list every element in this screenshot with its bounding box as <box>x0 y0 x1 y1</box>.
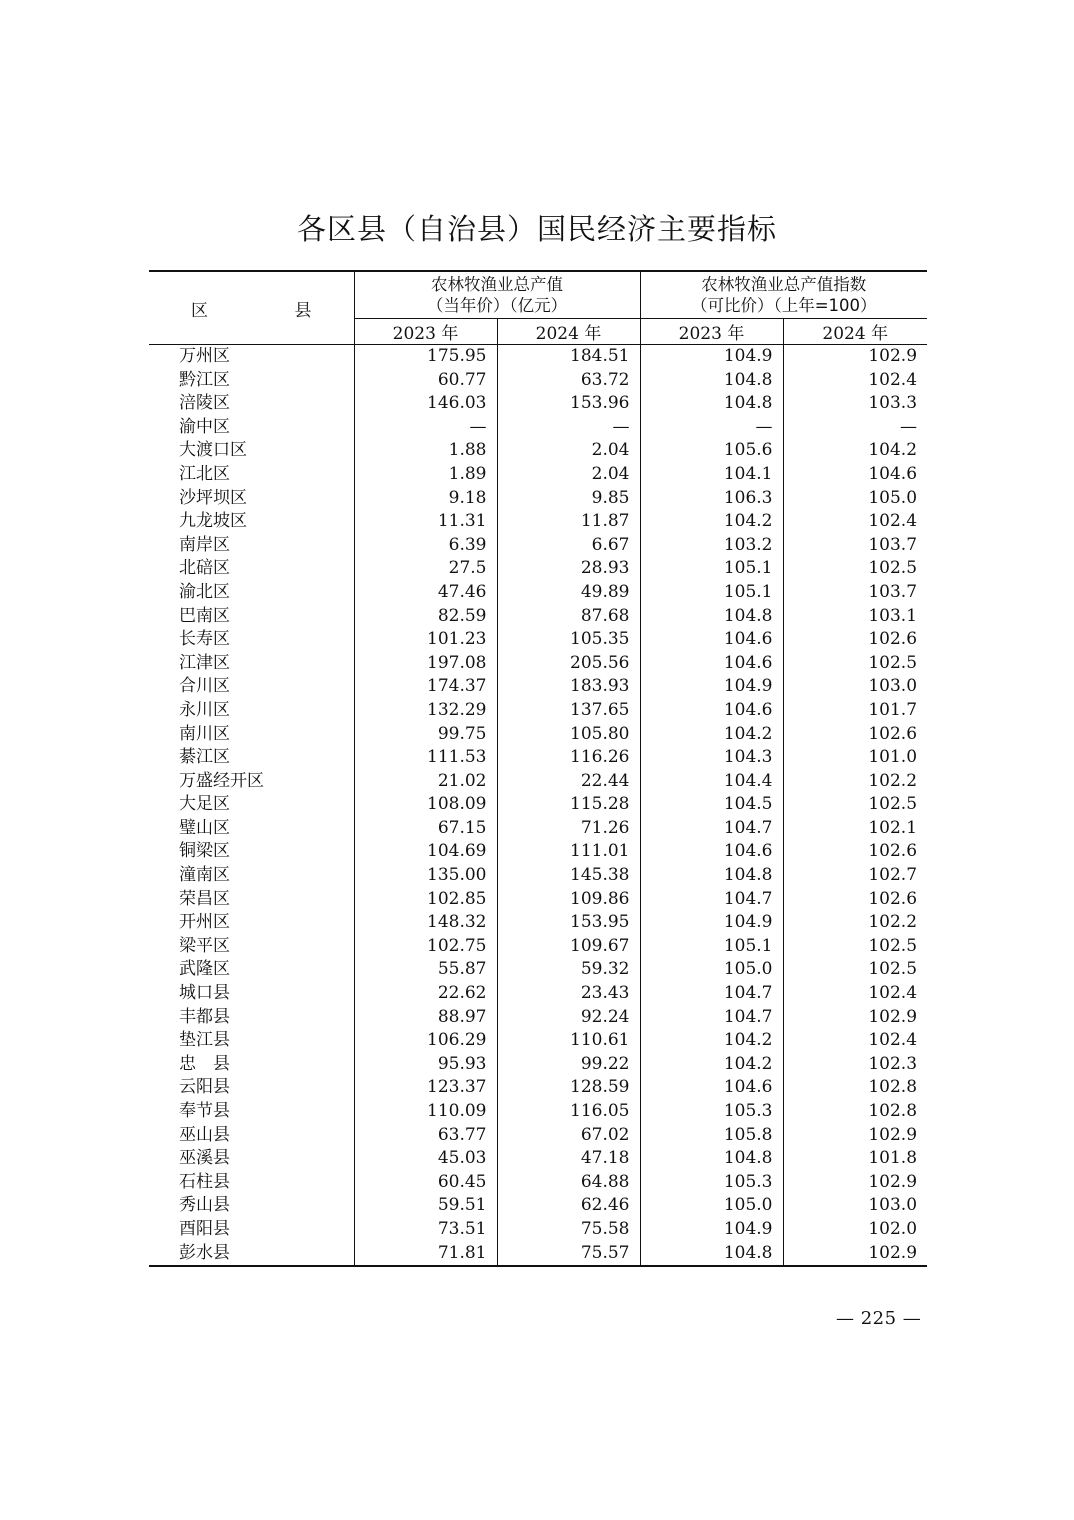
output-value-2023: 148.32 <box>354 911 497 935</box>
output-value-2024: 87.68 <box>497 605 640 629</box>
output-value-2023: 71.81 <box>354 1242 497 1267</box>
output-value-2023: 102.75 <box>354 935 497 959</box>
table-row <box>149 1006 927 1030</box>
table-row <box>149 982 927 1006</box>
output-index-header <box>640 271 927 319</box>
output-value-2024: 145.38 <box>497 864 640 888</box>
table-row <box>149 1194 927 1218</box>
year-header-value-2023: 2023 年 <box>354 319 497 345</box>
output-index-2023: 105.1 <box>640 581 783 605</box>
output-index-2024: — <box>900 416 918 437</box>
table-row <box>149 699 927 723</box>
region-name: 荣昌区 <box>149 888 354 912</box>
table-row <box>149 793 927 817</box>
output-value-2023: 63.77 <box>354 1124 497 1148</box>
output-index-header-line2: （可比价）（上年=100） <box>690 296 877 315</box>
output-index-2023: 104.8 <box>640 1242 783 1267</box>
output-index-2024: 102.6 <box>868 841 918 862</box>
output-index-2024: 105.0 <box>868 487 918 508</box>
output-value-2023: 1.89 <box>354 463 497 487</box>
output-index-2023: 105.0 <box>640 1194 783 1218</box>
output-index-2024: 102.4 <box>868 1030 918 1051</box>
output-value-2024: 9.85 <box>497 487 640 511</box>
table-row <box>149 840 927 864</box>
output-value-2024: 205.56 <box>497 652 640 676</box>
output-value-2024: 137.65 <box>497 699 640 723</box>
output-index-2023: 104.7 <box>640 982 783 1006</box>
output-value-header-line1: 农林牧渔业总产值 <box>431 275 563 294</box>
table-row <box>149 746 927 770</box>
output-value-2023: 45.03 <box>354 1147 497 1171</box>
region-name: 铜梁区 <box>149 840 354 864</box>
table-row <box>149 510 927 534</box>
output-value-2024: 109.67 <box>497 935 640 959</box>
output-index-2023: 104.7 <box>640 1006 783 1030</box>
table-row <box>149 557 927 581</box>
output-index-2024: 103.7 <box>868 534 918 555</box>
output-value-2024: 71.26 <box>497 817 640 841</box>
output-index-2023: 104.2 <box>640 1029 783 1053</box>
output-index-2024: 102.9 <box>868 1171 918 1192</box>
output-index-2024: 102.5 <box>868 935 918 956</box>
table-header <box>149 271 927 345</box>
region-name: 万盛经开区 <box>149 770 354 794</box>
page-number: — 225 — <box>836 1308 922 1329</box>
output-index-2024: 101.0 <box>868 747 918 768</box>
output-value-2023: 1.88 <box>354 439 497 463</box>
region-name: 秀山县 <box>149 1194 354 1218</box>
output-value-2023: 82.59 <box>354 605 497 629</box>
indicator-table <box>149 270 927 1267</box>
region-header-char-2: 县 <box>294 300 312 321</box>
region-name: 合川区 <box>149 675 354 699</box>
output-index-2024: 102.5 <box>868 652 918 673</box>
output-value-2024: 59.32 <box>497 958 640 982</box>
table-row <box>149 911 927 935</box>
output-index-2024: 102.5 <box>868 558 918 579</box>
output-index-2024: 102.4 <box>868 983 918 1004</box>
output-value-2024: 116.05 <box>497 1100 640 1124</box>
output-index-header-line1: 农林牧渔业总产值指数 <box>701 275 867 294</box>
output-value-2023: 197.08 <box>354 652 497 676</box>
table-row <box>149 1029 927 1053</box>
region-name: 九龙坡区 <box>149 510 354 534</box>
table-row <box>149 864 927 888</box>
table-row <box>149 1124 927 1148</box>
region-name: 綦江区 <box>149 746 354 770</box>
output-value-2023: 11.31 <box>354 510 497 534</box>
output-value-2023: 21.02 <box>354 770 497 794</box>
output-value-2024: 109.86 <box>497 888 640 912</box>
output-value-2023: 6.39 <box>354 534 497 558</box>
region-name: 城口县 <box>149 982 354 1006</box>
output-value-2024: 63.72 <box>497 369 640 393</box>
output-value-2024: 128.59 <box>497 1076 640 1100</box>
table-row <box>149 817 927 841</box>
table-row <box>149 888 927 912</box>
output-index-2023: 103.2 <box>640 534 783 558</box>
output-value-2024: 75.58 <box>497 1218 640 1242</box>
output-index-2023: 104.6 <box>640 652 783 676</box>
output-value-2024: 153.96 <box>497 392 640 416</box>
table-row <box>149 652 927 676</box>
table-row <box>149 463 927 487</box>
region-name: 大渡口区 <box>149 439 354 463</box>
region-name: 忠 县 <box>149 1053 354 1077</box>
output-index-2024: 102.9 <box>868 1124 918 1145</box>
table-row <box>149 1171 927 1195</box>
region-name: 大足区 <box>149 793 354 817</box>
output-value-2023: 60.77 <box>354 369 497 393</box>
output-value-2024: 28.93 <box>497 557 640 581</box>
output-index-2024: 103.0 <box>868 1195 918 1216</box>
table-row <box>149 675 927 699</box>
region-name: 巴南区 <box>149 605 354 629</box>
output-index-2023: 104.6 <box>640 840 783 864</box>
output-value-2023: 60.45 <box>354 1171 497 1195</box>
output-value-2024: 67.02 <box>497 1124 640 1148</box>
table-row <box>149 345 927 369</box>
region-name: 开州区 <box>149 911 354 935</box>
region-name: 酉阳县 <box>149 1218 354 1242</box>
region-name: 璧山区 <box>149 817 354 841</box>
output-value-2024: 153.95 <box>497 911 640 935</box>
output-value-2024: 22.44 <box>497 770 640 794</box>
table-row <box>149 723 927 747</box>
output-index-2024: 102.6 <box>868 888 918 909</box>
page-title: 各区县（自治县）国民经济主要指标 <box>296 212 777 246</box>
region-name: 涪陵区 <box>149 392 354 416</box>
output-index-2023: 104.9 <box>640 1218 783 1242</box>
region-name: 巫山县 <box>149 1124 354 1148</box>
region-name: 渝中区 <box>149 416 354 440</box>
output-index-2023: 104.1 <box>640 463 783 487</box>
table-row <box>149 1053 927 1077</box>
output-index-2024: 102.4 <box>868 369 918 390</box>
output-value-2023: 73.51 <box>354 1218 497 1242</box>
output-index-2023: 104.8 <box>640 392 783 416</box>
output-index-2024: 103.1 <box>868 605 918 626</box>
output-index-2023: 106.3 <box>640 487 783 511</box>
output-value-2024: 47.18 <box>497 1147 640 1171</box>
output-value-2024: 99.22 <box>497 1053 640 1077</box>
region-name: 江津区 <box>149 652 354 676</box>
output-index-2023: 104.7 <box>640 817 783 841</box>
output-value-header <box>354 271 640 319</box>
output-value-2023: 132.29 <box>354 699 497 723</box>
region-name: 丰都县 <box>149 1006 354 1030</box>
output-value-2024: 116.26 <box>497 746 640 770</box>
region-name: 沙坪坝区 <box>149 487 354 511</box>
output-value-2023: — <box>354 416 497 440</box>
output-value-2024: 75.57 <box>497 1242 640 1267</box>
output-value-2024: 105.80 <box>497 723 640 747</box>
output-index-2024: 102.2 <box>868 770 918 791</box>
table-row <box>149 1076 927 1100</box>
output-index-2023: 105.3 <box>640 1171 783 1195</box>
region-name: 潼南区 <box>149 864 354 888</box>
region-name: 万州区 <box>149 345 354 369</box>
output-value-2024: 115.28 <box>497 793 640 817</box>
year-header-value-2024: 2024 年 <box>497 319 640 345</box>
output-index-2023: 104.9 <box>640 911 783 935</box>
output-index-2023: 104.3 <box>640 746 783 770</box>
region-name: 垫江县 <box>149 1029 354 1053</box>
region-name: 彭水县 <box>149 1242 354 1267</box>
output-value-2024: 6.67 <box>497 534 640 558</box>
table-body <box>149 345 927 1267</box>
output-index-2023: 104.8 <box>640 1147 783 1171</box>
output-value-2024: 11.87 <box>497 510 640 534</box>
output-index-2023: 105.0 <box>640 958 783 982</box>
region-name: 南川区 <box>149 723 354 747</box>
region-header <box>149 271 354 345</box>
region-name: 奉节县 <box>149 1100 354 1124</box>
table-row <box>149 1218 927 1242</box>
output-value-2023: 102.85 <box>354 888 497 912</box>
output-value-2023: 22.62 <box>354 982 497 1006</box>
output-index-2023: 104.2 <box>640 1053 783 1077</box>
table-row <box>149 392 927 416</box>
output-index-2024: 102.3 <box>868 1053 918 1074</box>
output-value-2023: 101.23 <box>354 628 497 652</box>
region-name: 永川区 <box>149 699 354 723</box>
region-header-char-1: 区 <box>191 300 208 321</box>
region-name: 江北区 <box>149 463 354 487</box>
output-index-2024: 102.9 <box>783 1242 927 1267</box>
output-index-2024: 102.5 <box>868 794 918 815</box>
output-value-2024: — <box>497 416 640 440</box>
output-index-2024: 102.8 <box>868 1101 918 1121</box>
output-value-2023: 110.09 <box>354 1100 497 1124</box>
output-index-2024: 102.8 <box>868 1077 918 1098</box>
output-value-2023: 88.97 <box>354 1006 497 1030</box>
table-row <box>149 416 927 440</box>
table-row <box>149 1100 927 1124</box>
output-value-2024: 2.04 <box>497 463 640 487</box>
output-value-2023: 99.75 <box>354 723 497 747</box>
output-index-2024: 102.6 <box>868 629 918 650</box>
output-value-2023: 59.51 <box>354 1194 497 1218</box>
output-value-header-line2: （当年价）（亿元） <box>426 296 568 315</box>
output-value-2024: 62.46 <box>497 1194 640 1218</box>
output-index-2023: 104.5 <box>640 793 783 817</box>
output-index-2024: 103.0 <box>868 676 918 697</box>
output-index-2023: 104.6 <box>640 1076 783 1100</box>
output-value-2023: 175.95 <box>354 345 497 369</box>
output-index-2024: 102.9 <box>868 1006 918 1027</box>
output-value-2024: 111.01 <box>497 840 640 864</box>
table-row <box>149 628 927 652</box>
table-row <box>149 1242 927 1267</box>
output-index-2024: 103.3 <box>868 393 918 414</box>
region-name: 云阳县 <box>149 1076 354 1100</box>
region-name: 黔江区 <box>149 369 354 393</box>
table-row <box>149 439 927 463</box>
output-value-2023: 55.87 <box>354 958 497 982</box>
output-index-2024: 101.8 <box>868 1148 918 1169</box>
output-index-2023: 104.4 <box>640 770 783 794</box>
output-value-2024: 92.24 <box>497 1006 640 1030</box>
output-index-2023: 104.8 <box>640 864 783 888</box>
output-value-2023: 95.93 <box>354 1053 497 1077</box>
output-index-2024: 102.6 <box>868 723 918 744</box>
table-row <box>149 1147 927 1171</box>
table-row <box>149 935 927 959</box>
output-value-2023: 106.29 <box>354 1029 497 1053</box>
output-index-2023: 104.6 <box>640 628 783 652</box>
output-value-2023: 135.00 <box>354 864 497 888</box>
output-value-2024: 2.04 <box>497 439 640 463</box>
region-name: 长寿区 <box>149 628 354 652</box>
output-value-2024: 49.89 <box>497 581 640 605</box>
output-value-2023: 146.03 <box>354 392 497 416</box>
output-value-2024: 105.35 <box>497 628 640 652</box>
output-index-2024: 102.1 <box>868 817 918 838</box>
region-name: 南岸区 <box>149 534 354 558</box>
region-name: 北碚区 <box>149 557 354 581</box>
output-index-2024: 102.9 <box>868 346 918 366</box>
output-value-2024: 64.88 <box>497 1171 640 1195</box>
output-index-2024: 101.7 <box>868 699 918 720</box>
output-index-2024: 102.7 <box>868 865 918 886</box>
output-index-2023: 105.1 <box>640 935 783 959</box>
region-name: 渝北区 <box>149 581 354 605</box>
output-value-2023: 27.5 <box>354 557 497 581</box>
output-index-2024: 104.2 <box>868 440 918 461</box>
table-row <box>149 958 927 982</box>
output-index-2023: 104.6 <box>640 699 783 723</box>
region-name: 石柱县 <box>149 1171 354 1195</box>
output-value-2023: 111.53 <box>354 746 497 770</box>
output-value-2023: 123.37 <box>354 1076 497 1100</box>
year-header-index-2024: 2024 年 <box>783 319 927 345</box>
region-name: 巫溪县 <box>149 1147 354 1171</box>
output-value-2024: 23.43 <box>497 982 640 1006</box>
output-index-2023: 104.8 <box>640 605 783 629</box>
output-index-2024: 102.5 <box>868 959 918 980</box>
output-index-2024: 104.6 <box>868 463 918 484</box>
region-name: 武隆区 <box>149 958 354 982</box>
output-value-2024: 184.51 <box>497 345 640 369</box>
output-index-2023: 104.7 <box>640 888 783 912</box>
output-index-2023: — <box>640 416 783 440</box>
table-row <box>149 605 927 629</box>
output-value-2023: 174.37 <box>354 675 497 699</box>
output-index-2023: 105.3 <box>640 1100 783 1124</box>
output-index-2023: 104.9 <box>640 345 783 369</box>
output-value-2023: 108.09 <box>354 793 497 817</box>
table-row <box>149 369 927 393</box>
output-value-2023: 67.15 <box>354 817 497 841</box>
output-index-2023: 105.1 <box>640 557 783 581</box>
output-index-2024: 102.0 <box>868 1218 918 1239</box>
output-index-2023: 104.2 <box>640 510 783 534</box>
output-index-2023: 105.8 <box>640 1124 783 1148</box>
output-value-2023: 47.46 <box>354 581 497 605</box>
output-value-2024: 183.93 <box>497 675 640 699</box>
output-value-2024: 110.61 <box>497 1029 640 1053</box>
region-name: 梁平区 <box>149 935 354 959</box>
output-value-2023: 104.69 <box>354 840 497 864</box>
table-row <box>149 534 927 558</box>
output-index-2024: 102.2 <box>868 912 918 933</box>
output-index-2024: 102.4 <box>868 511 918 532</box>
output-index-2023: 105.6 <box>640 439 783 463</box>
table-row <box>149 581 927 605</box>
year-header-index-2023: 2023 年 <box>640 319 783 345</box>
table-row <box>149 770 927 794</box>
output-index-2023: 104.9 <box>640 675 783 699</box>
output-value-2023: 9.18 <box>354 487 497 511</box>
output-index-2024: 103.7 <box>868 581 918 602</box>
table-row <box>149 487 927 511</box>
output-index-2023: 104.8 <box>640 369 783 393</box>
output-index-2023: 104.2 <box>640 723 783 747</box>
